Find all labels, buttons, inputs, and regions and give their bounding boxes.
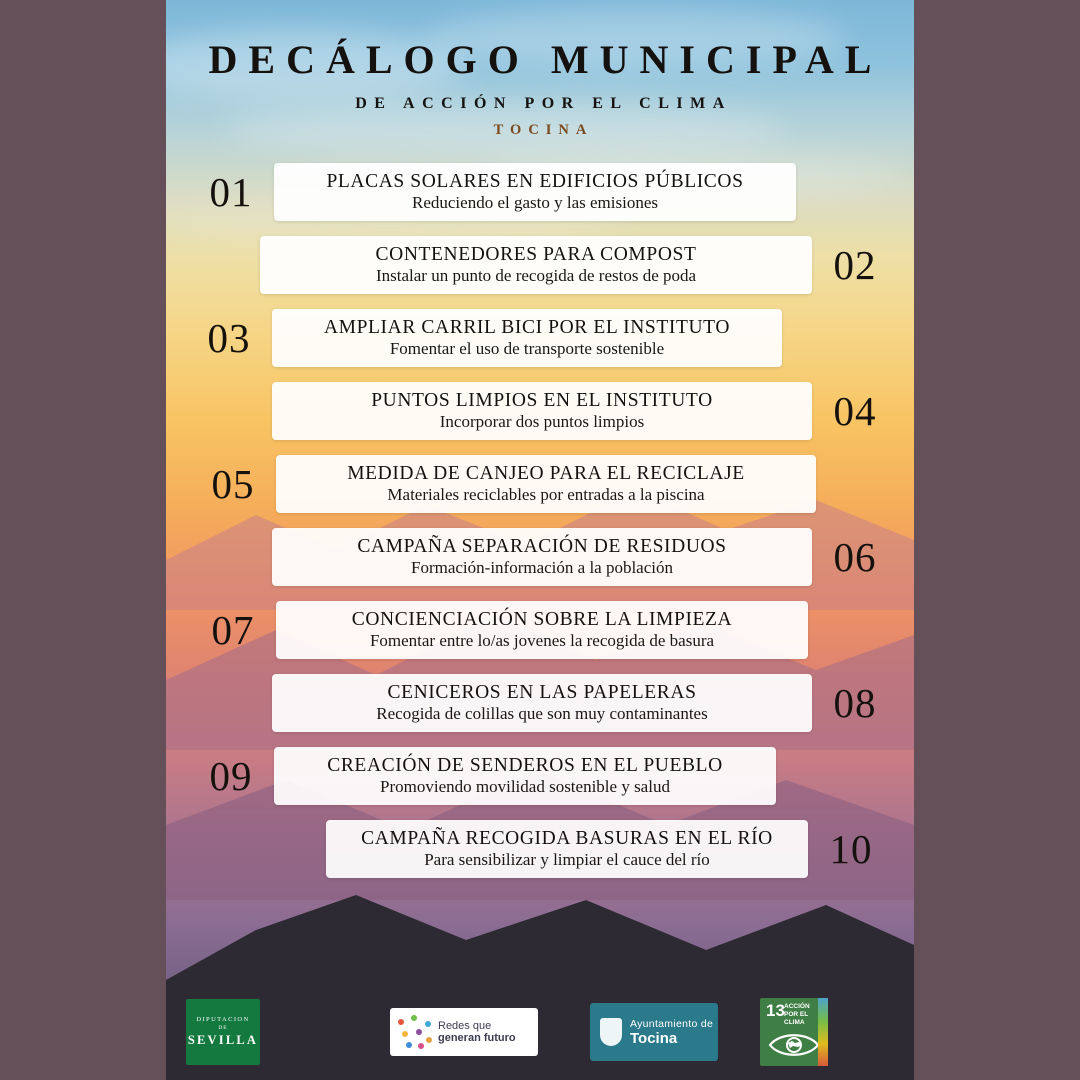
item-number: 09 [209,753,253,799]
item-description: Para sensibilizar y limpiar el cauce del río [424,850,710,870]
item-card [272,528,812,587]
logo-redes-generan-futuro [390,1008,538,1056]
logo-ods-13 [760,998,828,1066]
item-card [276,601,808,660]
town-name: TOCINA [493,122,594,138]
decalogue-list [166,161,914,880]
item-title: PLACAS SOLARES EN EDIFICIOS PÚBLICOS [326,170,744,192]
redes-line1: Redes que [438,1020,492,1032]
network-dots-icon [398,1015,432,1049]
item-title: CREACIÓN DE SENDEROS EN EL PUEBLO [327,754,723,776]
item-card [276,455,816,514]
shield-icon [600,1018,622,1046]
list-item [176,818,904,880]
item-title: CENICEROS EN LAS PAPELERAS [387,681,697,703]
diputacion-line2: DE [218,1025,228,1031]
item-description: Fomentar entre lo/as jovenes la recogida de basura [369,631,715,651]
item-description: Promoviendo movilidad sostenible y salud [380,777,670,797]
page-title: DECÁLOGO MUNICIPAL [208,37,883,82]
item-number: 06 [833,534,877,580]
item-description: Recogida de colillas que son muy contaminantes [376,704,708,724]
diputacion-line1: DIPUTACION [196,1016,250,1023]
logo-diputacion-sevilla [186,999,260,1065]
logo-ayuntamiento-tocina [590,1003,718,1061]
list-item [176,599,904,661]
item-number: 02 [833,242,877,288]
item-title: CONCIENCIACIÓN SOBRE LA LIMPIEZA [351,608,733,630]
item-description: Formación-información a la población [411,558,673,578]
redes-line2: generan futuro [438,1032,516,1044]
poster [166,0,914,1080]
item-number: 07 [211,607,255,653]
item-title: AMPLIAR CARRIL BICI POR EL INSTITUTO [323,316,730,338]
item-title: MEDIDA DE CANJEO PARA EL RECICLAJE [347,462,745,484]
item-card [274,747,776,806]
ods-line2: POR EL CLIMA [784,1011,809,1027]
item-number: 10 [829,826,873,872]
list-item [176,526,904,588]
item-card [326,820,808,879]
list-item [176,745,904,807]
item-number: 05 [211,461,255,507]
item-description: Instalar un punto de recogida de restos de poda [375,266,697,286]
list-item [176,380,904,442]
item-number: 08 [833,680,877,726]
ayuntamiento-line2: Tocina [630,1029,678,1047]
item-title: CAMPAÑA SEPARACIÓN DE RESIDUOS [357,535,727,557]
item-title: PUNTOS LIMPIOS EN EL INSTITUTO [371,389,713,411]
climate-eye-icon [768,1030,820,1060]
list-item [176,453,904,515]
item-description: Materiales reciclables por entradas a la piscina [387,485,705,505]
item-card [274,163,796,222]
item-card [272,309,782,368]
ods-number: 13 [766,1001,785,1020]
item-number: 04 [833,388,877,434]
list-item [176,161,904,223]
item-card [272,382,812,441]
ods-line1: ACCIÓN [784,1003,810,1010]
logo-footer [166,994,914,1070]
item-card [272,674,812,733]
page-subtitle: DE ACCIÓN POR EL CLIMA [355,95,732,112]
item-card [260,236,812,295]
item-description: Reduciendo el gasto y las emisiones [412,193,658,213]
list-item [176,234,904,296]
item-number: 01 [209,169,253,215]
diputacion-line3: SEVILLA [187,1033,259,1047]
item-title: CAMPAÑA RECOGIDA BASURAS EN EL RÍO [361,827,773,849]
list-item [176,307,904,369]
ayuntamiento-text [630,1018,713,1047]
ayuntamiento-line1: Ayuntamiento de [630,1017,714,1030]
item-description: Fomentar el uso de transporte sostenible [389,339,665,359]
redes-text [438,1020,516,1044]
item-number: 03 [207,315,251,361]
list-item [176,672,904,734]
ods-color-stripe [818,998,828,1066]
item-title: CONTENEDORES PARA COMPOST [375,243,697,265]
item-description: Incorporar dos puntos limpios [439,412,645,432]
poster-header [166,0,914,139]
